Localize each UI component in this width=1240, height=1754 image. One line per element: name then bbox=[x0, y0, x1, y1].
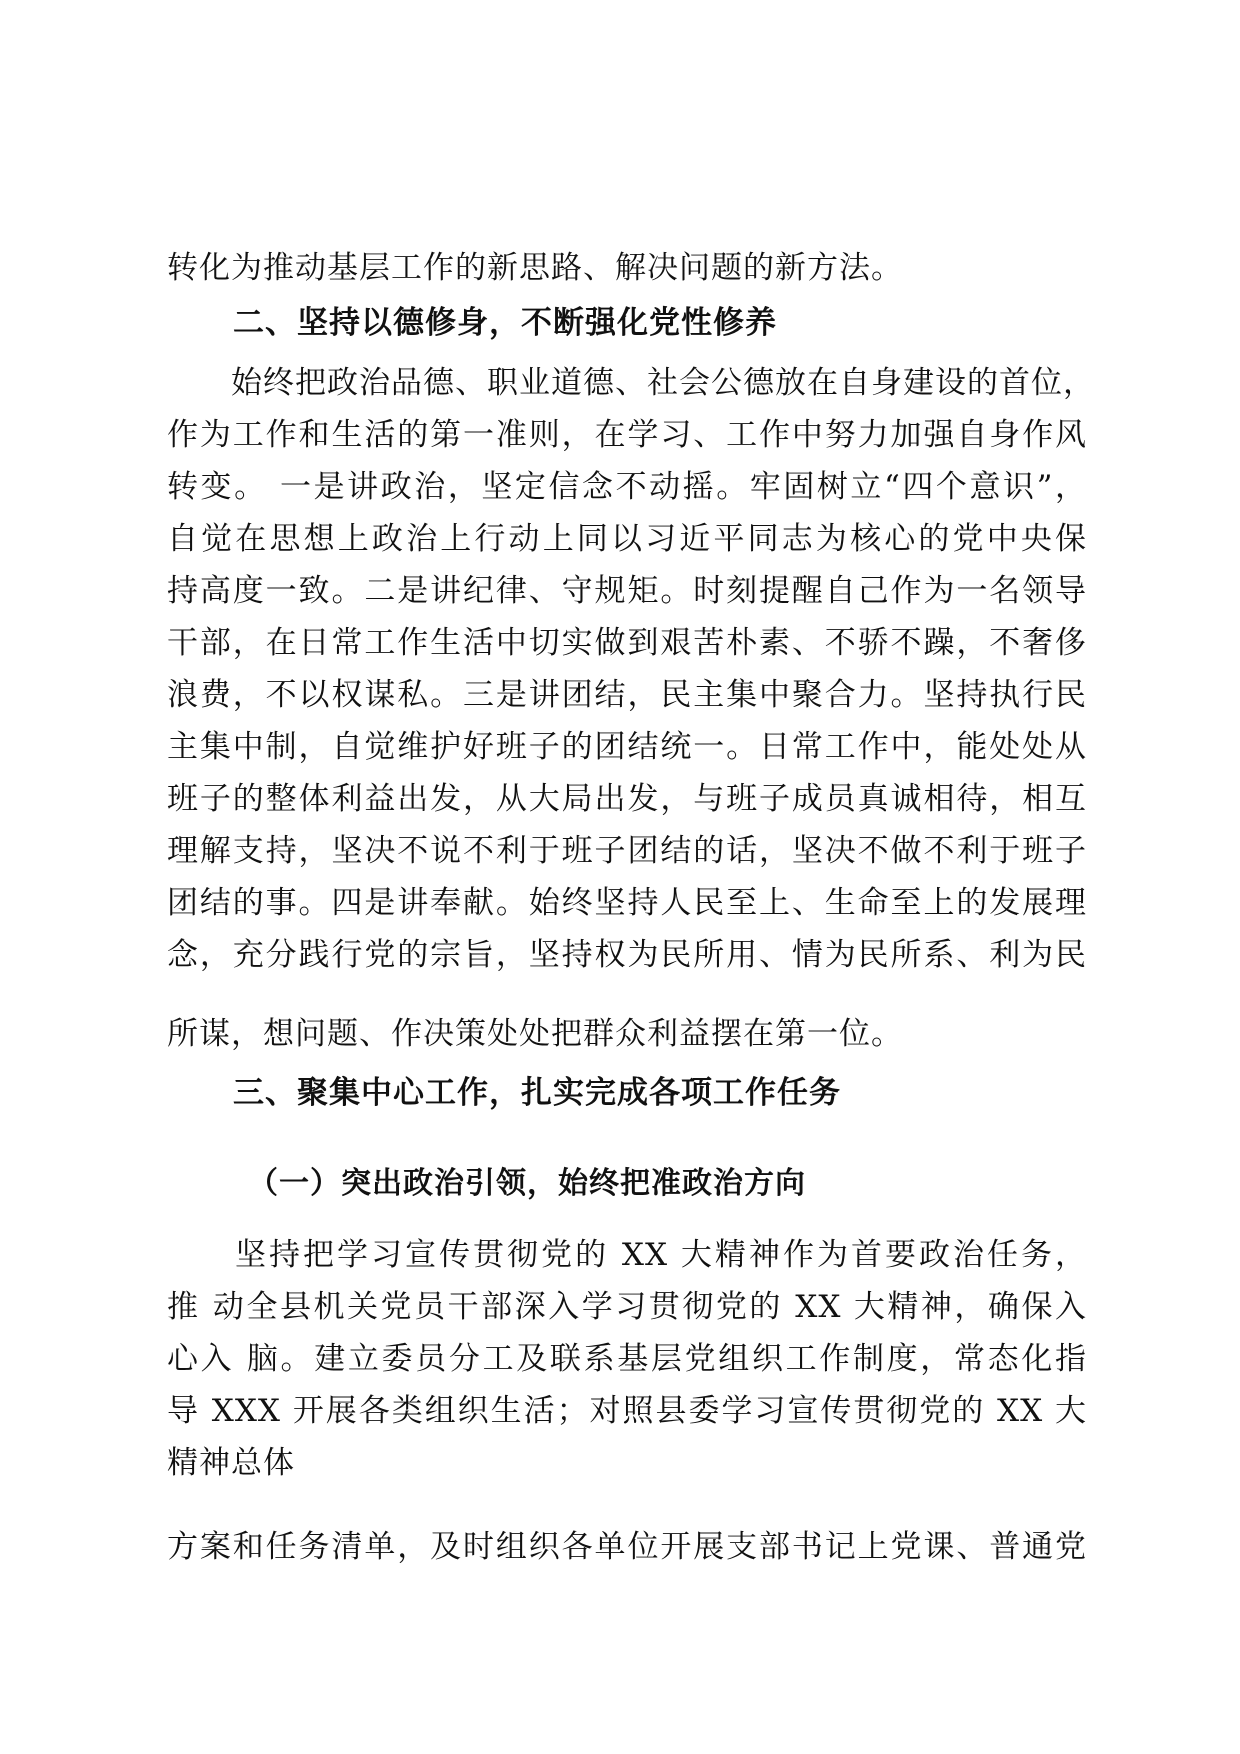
paragraph-line: 班子的整体利益出发，从大局出发，与班子成员真诚相待，相互 bbox=[167, 781, 1087, 817]
paragraph-line: 转变。 一是讲政治，坚定信念不动摇。牢固树立“四个意识”， bbox=[167, 469, 1087, 505]
paragraph-line: 主集中制，自觉维护好班子的团结统一。日常工作中，能处处从 bbox=[167, 729, 1087, 765]
paragraph-line: 自觉在思想上政治上行动上同以习近平同志为核心的党中央保 bbox=[167, 521, 1087, 557]
paragraph-line: 导 XXX 开展各类组织生活；对照县委学习宣传贯彻党的 XX 大 bbox=[167, 1393, 1087, 1429]
paragraph-line: 理解支持，坚决不说不利于班子团结的话，坚决不做不利于班子 bbox=[167, 833, 1087, 869]
paragraph-line: 所谋，想问题、作决策处处把群众利益摆在第一位。 bbox=[167, 1016, 903, 1052]
paragraph-line: 干部，在日常工作生活中切实做到艰苦朴素、不骄不躁，不奢侈 bbox=[167, 625, 1087, 661]
paragraph-line: 心入 脑。建立委员分工及联系基层党组织工作制度，常态化指 bbox=[167, 1341, 1087, 1377]
paragraph-line: 团结的事。四是讲奉献。始终坚持人民至上、生命至上的发展理 bbox=[167, 885, 1087, 921]
paragraph-line: 念，充分践行党的宗旨，坚持权为民所用、情为民所系、利为民 bbox=[167, 937, 1087, 973]
paragraph-line: 浪费，不以权谋私。三是讲团结，民主集中聚合力。坚持执行民 bbox=[167, 677, 1087, 713]
paragraph-line: 作为工作和生活的第一准则，在学习、工作中努力加强自身作风 bbox=[167, 417, 1087, 453]
subsection-heading: （一）突出政治引领，始终把准政治方向 bbox=[248, 1166, 806, 1201]
paragraph-line: 坚持把学习宣传贯彻党的 XX 大精神作为首要政治任务， bbox=[167, 1237, 1087, 1273]
paragraph-line: 持高度一致。二是讲纪律、守规矩。时刻提醒自己作为一名领导 bbox=[167, 573, 1087, 609]
paragraph-line: 精神总体 bbox=[167, 1445, 295, 1481]
section-3-heading: 三、聚集中心工作，扎实完成各项工作任务 bbox=[233, 1075, 841, 1111]
paragraph-line: 方案和任务清单，及时组织各单位开展支部书记上党课、普通党 bbox=[167, 1529, 1087, 1565]
paragraph-line: 推 动全县机关党员干部深入学习贯彻党的 XX 大精神，确保入 bbox=[167, 1289, 1087, 1325]
section-2-heading: 二、坚持以德修身，不断强化党性修养 bbox=[233, 305, 777, 341]
paragraph-line: 始终把政治品德、职业道德、社会公德放在自身建设的首位， bbox=[167, 365, 1095, 401]
intro-line: 转化为推动基层工作的新思路、解决问题的新方法。 bbox=[167, 250, 903, 286]
